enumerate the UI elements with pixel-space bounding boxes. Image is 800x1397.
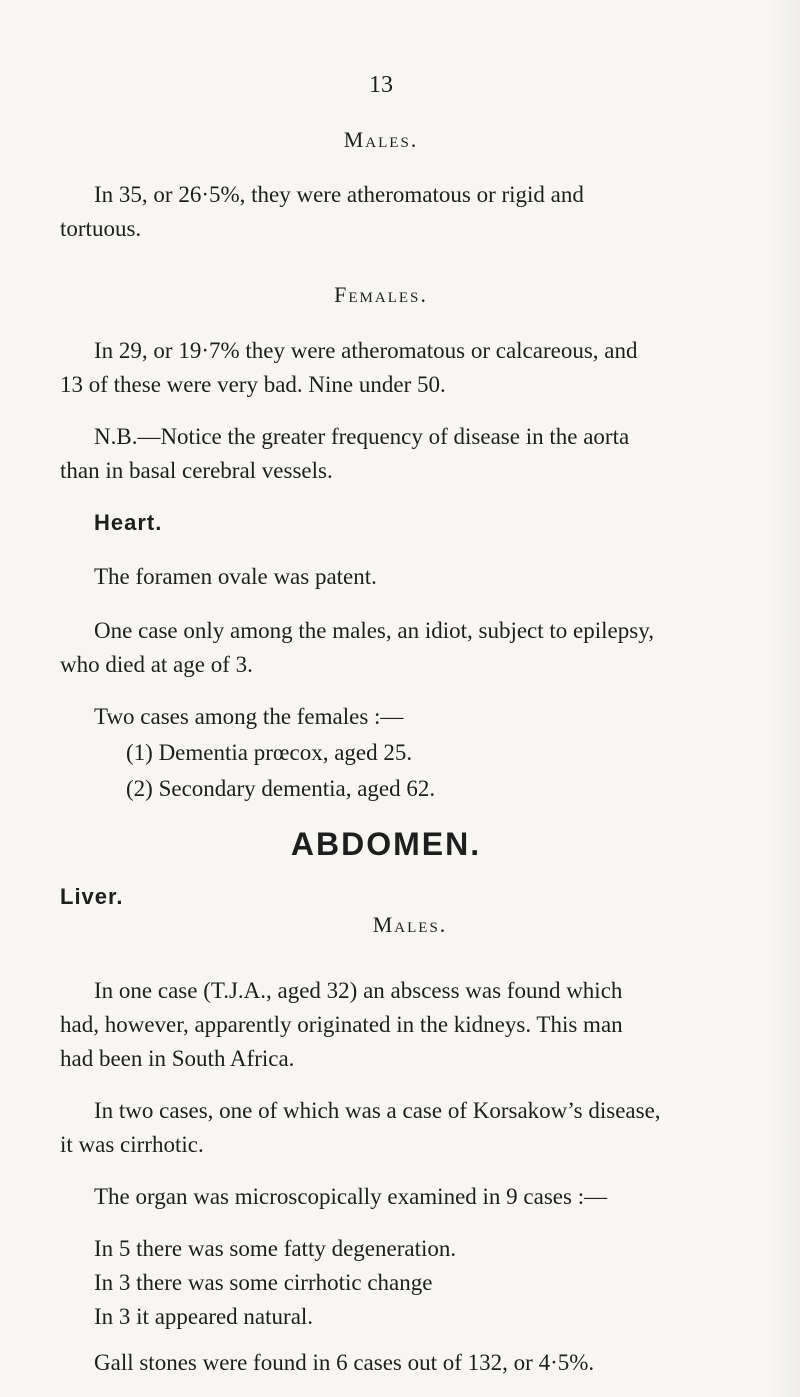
section-heading-males: Males. bbox=[343, 127, 419, 152]
page-gutter-shadow bbox=[770, 0, 800, 1397]
cirrhotic-line-1: In two cases, one of which was a case of Korsakow’s disease, bbox=[94, 1098, 661, 1123]
heart-case-2: (2) Secondary dementia, aged 62. bbox=[126, 776, 436, 801]
section-heading-males-liver: Males. bbox=[372, 912, 448, 937]
paragraph-nb-line-1: N.B.—Notice the greater frequency of disease in the aorta bbox=[94, 424, 630, 449]
paragraph-females-line-2: 13 of these were very bad. Nine under 50. bbox=[60, 372, 446, 397]
heart-two-cases: Two cases among the females :— bbox=[94, 704, 404, 729]
heart-one-case-line-1: One case only among the males, an idiot, subject to epilepsy, bbox=[94, 618, 654, 643]
heart-foramen: The foramen ovale was patent. bbox=[94, 564, 377, 589]
page-number: 13 bbox=[369, 72, 393, 98]
heart-heading: Heart. bbox=[94, 510, 163, 535]
finding-1: In 5 there was some fatty degeneration. bbox=[94, 1236, 457, 1261]
section-heading-females: Females. bbox=[334, 282, 428, 307]
microscopic-line: The organ was microscopically examined in 9 cases :— bbox=[94, 1184, 608, 1209]
heart-case-1: (1) Dementia prœcox, aged 25. bbox=[126, 740, 413, 765]
heart-one-case-line-2: who died at age of 3. bbox=[60, 652, 253, 677]
abscess-line-3: had been in South Africa. bbox=[60, 1046, 295, 1071]
paragraph-nb-line-2: than in basal cerebral vessels. bbox=[60, 458, 333, 483]
abscess-line-1: In one case (T.J.A., aged 32) an abscess was found which bbox=[94, 978, 623, 1003]
finding-2: In 3 there was some cirrhotic change bbox=[94, 1270, 433, 1295]
paragraph-males-line-1: In 35, or 26·5%, they were atheromatous or rigid and bbox=[94, 182, 584, 207]
paragraph-females-line-1: In 29, or 19·7% they were atheromatous or calcareous, and bbox=[94, 338, 638, 363]
paragraph-males-line-2: tortuous. bbox=[60, 216, 142, 241]
gall-stones-line: Gall stones were found in 6 cases out of 132, or 4·5%. bbox=[94, 1350, 595, 1375]
cirrhotic-line-2: it was cirrhotic. bbox=[60, 1132, 204, 1157]
abdomen-heading: ABDOMEN. bbox=[290, 826, 482, 862]
abscess-line-2: had, however, apparently originated in the kidneys. This man bbox=[60, 1012, 623, 1037]
liver-heading: Liver. bbox=[60, 884, 124, 909]
finding-3: In 3 it appeared natural. bbox=[94, 1304, 314, 1329]
